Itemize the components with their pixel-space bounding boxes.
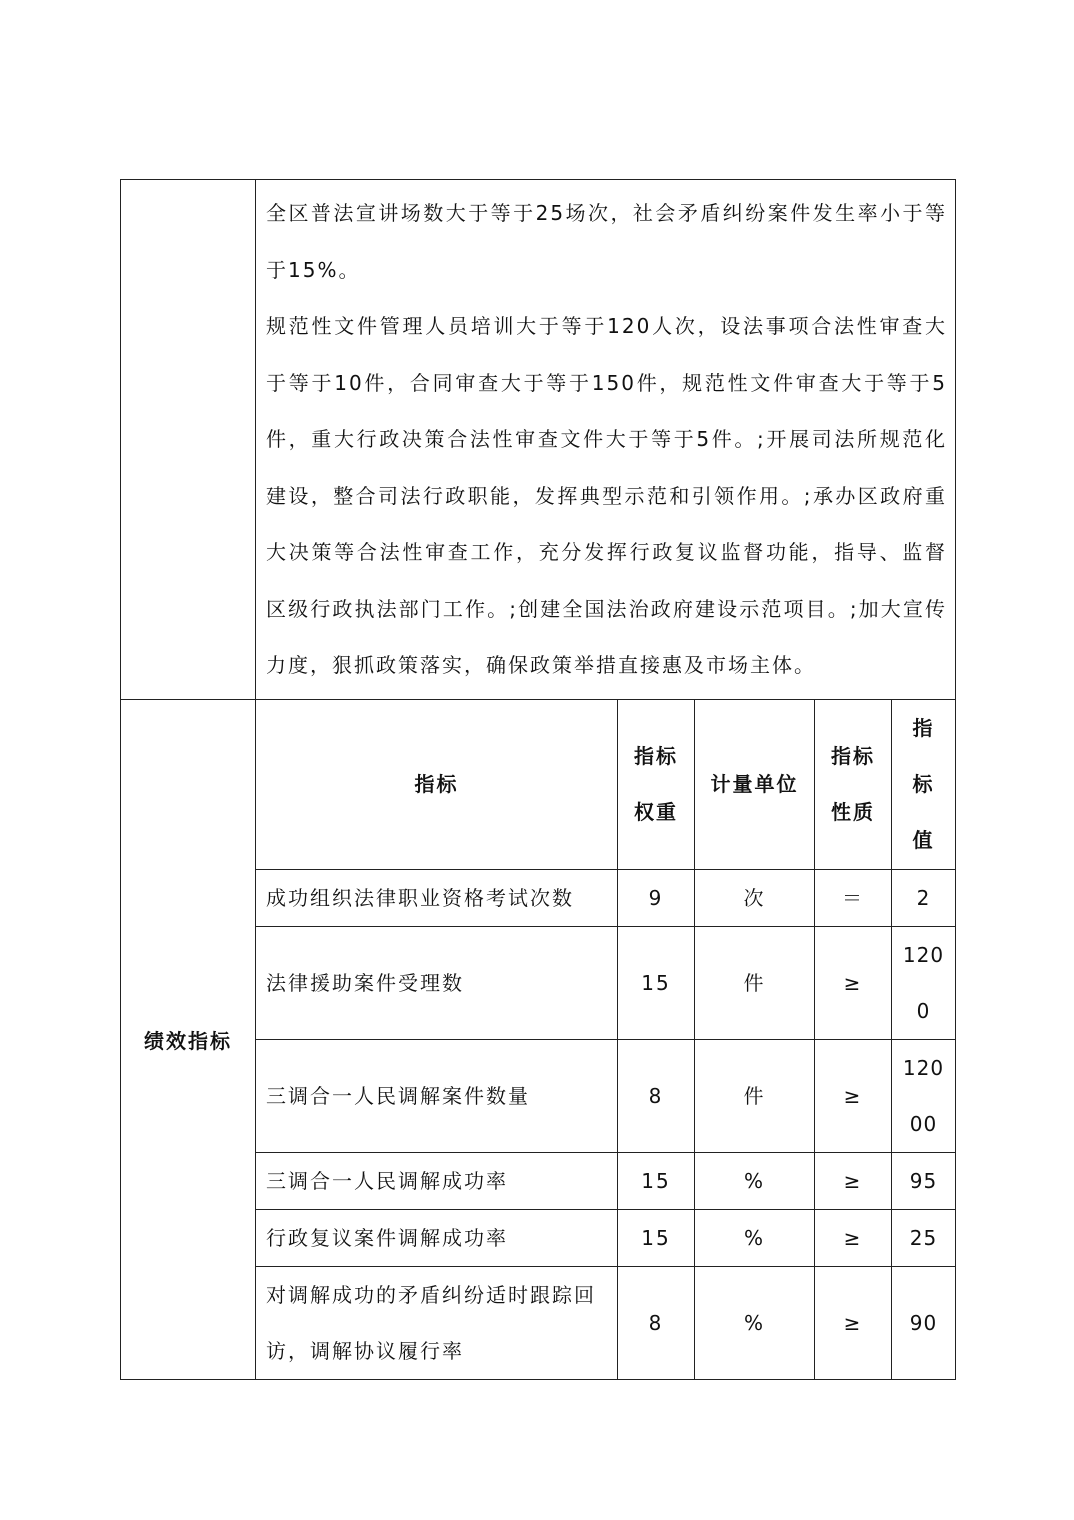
nature-cell: ≥: [815, 1209, 892, 1266]
indicator-cell: 三调合一人民调解成功率: [256, 1152, 618, 1209]
goal-paragraph-1: 全区普法宣讲场数大于等于25场次，社会矛盾纠纷案件发生率小于等于15%。: [266, 201, 948, 282]
value-cell: [892, 1039, 956, 1152]
nature-cell: ≥: [815, 926, 892, 1039]
header-row: [121, 699, 956, 869]
unit-cell: %: [695, 1209, 815, 1266]
value-cell: [892, 869, 956, 926]
goal-paragraph-2: 规范性文件管理人员培训大于等于120人次，设法事项合法性审查大于等于10件，合同审查大于等于150件，规范性文件审查大于等于5件，重大行政决策合法性审查文件大于等于5件。;开展司法所规范化建设，整合司法行政职能，发挥典型示范和引领作用。;承办区政府重大决策等合法性审查工作，充分发挥行政复议监督功能，指导、监督区级行政执法部门工作。;创建全国法治政府建设示范项目。;加大宣传力度，狠抓政策落实，确保政策举措直接惠及市场主体。: [266, 314, 948, 677]
value-cell: [892, 1152, 956, 1209]
value-text: 1200: [902, 942, 945, 1023]
header-unit: [695, 699, 815, 869]
unit-cell: 件: [695, 1039, 815, 1152]
header-weight: [618, 699, 695, 869]
value-text: 95: [909, 1168, 938, 1193]
weight-cell: 15: [618, 926, 695, 1039]
indicator-cell: 三调合一人民调解案件数量: [256, 1039, 618, 1152]
header-indicator: [256, 699, 618, 869]
nature-cell: ＝: [815, 869, 892, 926]
value-text: 12000: [902, 1055, 945, 1136]
weight-cell: 8: [618, 1266, 695, 1379]
value-text: 90: [909, 1310, 938, 1335]
unit-cell: %: [695, 1152, 815, 1209]
indicator-cell: 成功组织法律职业资格考试次数: [256, 869, 618, 926]
header-nature: [815, 699, 892, 869]
value-text: 2: [916, 885, 931, 910]
indicator-cell: 法律援助案件受理数: [256, 926, 618, 1039]
nature-cell: ≥: [815, 1152, 892, 1209]
performance-target-table: [120, 179, 956, 1380]
weight-cell: 15: [618, 1152, 695, 1209]
header-unit-text: 计量单位: [710, 772, 799, 796]
goal-text-cell: [256, 180, 956, 700]
unit-cell: 件: [695, 926, 815, 1039]
header-value: [892, 699, 956, 869]
goal-row: [121, 180, 956, 700]
value-cell: [892, 1209, 956, 1266]
unit-cell: 次: [695, 869, 815, 926]
goal-label-cell: [121, 180, 256, 700]
nature-cell: ≥: [815, 1266, 892, 1379]
header-nature-text: 指标性质: [831, 744, 875, 824]
weight-cell: 8: [618, 1039, 695, 1152]
header-indicator-text: 指标: [414, 772, 459, 796]
indicator-cell: 对调解成功的矛盾纠纷适时跟踪回访，调解协议履行率: [256, 1266, 618, 1379]
weight-cell: 9: [618, 869, 695, 926]
indicator-cell: 行政复议案件调解成功率: [256, 1209, 618, 1266]
header-weight-text: 指标权重: [634, 744, 678, 824]
value-cell: [892, 1266, 956, 1379]
header-value-text: 指标值: [912, 716, 935, 852]
section-label-performance: 绩效指标: [121, 699, 256, 1379]
value-cell: [892, 926, 956, 1039]
nature-cell: ≥: [815, 1039, 892, 1152]
weight-cell: 15: [618, 1209, 695, 1266]
unit-cell: %: [695, 1266, 815, 1379]
value-text: 25: [909, 1225, 938, 1250]
